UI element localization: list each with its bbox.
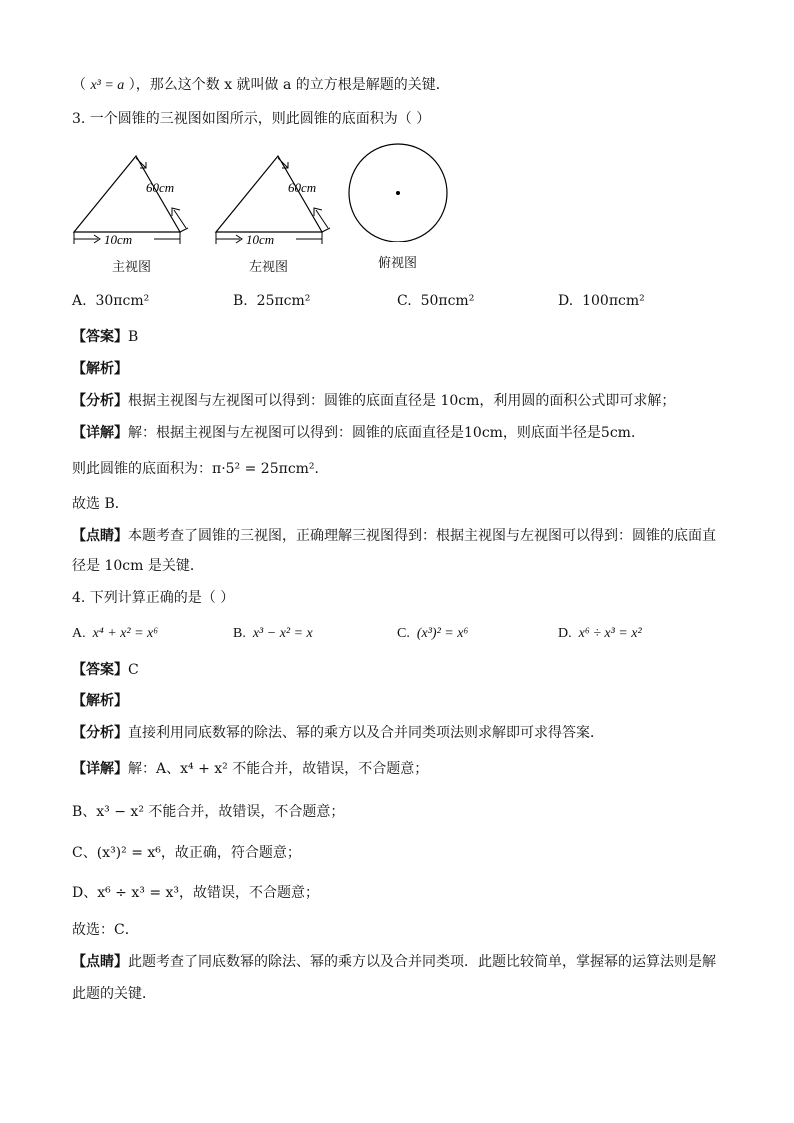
q4-xiangjie: 【详解】解：A、x⁴ + x² 不能合并，故错误，不合题意； bbox=[72, 761, 429, 777]
q3-option-d: D. 100πcm² bbox=[558, 293, 645, 309]
q4-answer: 【答案】C bbox=[72, 662, 139, 678]
q4-detail-b: B、x³ − x² 不能合并，故错误，不合题意； bbox=[72, 804, 345, 820]
q4-dianjing-cont: 此题的关键． bbox=[72, 986, 156, 1002]
slant-arrowhead-bottom bbox=[172, 208, 180, 216]
q4-analysis-heading: 【解析】 bbox=[72, 693, 128, 709]
q4-option-a: A. x⁴ + x² = x⁶ bbox=[72, 626, 159, 641]
q4-option-c: C. (x³)² = x⁶ bbox=[397, 626, 469, 641]
intro-formula: x³ = a bbox=[90, 78, 125, 93]
q4-detail-c: C、(x³)² = x⁶，故正确，符合题意； bbox=[72, 845, 301, 861]
q3-option-a: A. 30πcm² bbox=[72, 293, 150, 309]
left-view-diagram bbox=[210, 140, 340, 245]
top-view-caption: 俯视图 bbox=[378, 256, 418, 271]
q4-option-b: B. x³ − x² = x bbox=[233, 626, 313, 641]
q4-detail-d: D、x⁶ ÷ x³ = x³，故错误，不合题意； bbox=[72, 885, 320, 901]
left-base-label: 10cm bbox=[246, 232, 275, 245]
q3-stem: 3. 一个圆锥的三视图如图所示，则此圆锥的底面积为（ ） bbox=[72, 111, 431, 127]
q3-fenxi: 【分析】根据主视图与左视图可以得到：圆锥的底面直径是 10cm，利用圆的面积公式即可求解； bbox=[72, 393, 676, 409]
intro-text: ，那么这个数 x 就叫做 a 的立方根是解题的关键． bbox=[135, 77, 450, 93]
q3-option-b: B. 25πcm² bbox=[233, 293, 311, 309]
q3-option-c: C. 50πcm² bbox=[397, 293, 475, 309]
q3-xiangjie: 【详解】解：根据主视图与左视图可以得到：圆锥的底面直径是10cm，则底面半径是5cm． bbox=[72, 425, 645, 441]
top-view-center bbox=[396, 191, 400, 195]
q4-dianjing: 【点睛】此题考查了同底数幂的除法、幂的乘方以及合并同类项．此题比较简单，掌握幂的运算法则是解 bbox=[72, 954, 716, 970]
top-view-diagram bbox=[344, 142, 454, 242]
q3-calc: 则此圆锥的底面积为：π·5² = 25πcm²． bbox=[72, 461, 329, 477]
front-slant-label: 60cm bbox=[146, 180, 175, 195]
q4-stem: 4. 下列计算正确的是（ ） bbox=[72, 590, 235, 606]
q4-option-d: D. x⁶ ÷ x³ = x² bbox=[558, 626, 642, 641]
q3-dianjing: 【点睛】本题考查了圆锥的三视图，正确理解三视图得到：根据主视图与左视图可以得到：圆锥的底面直 bbox=[72, 528, 716, 544]
left-view-caption: 左视图 bbox=[249, 260, 289, 275]
q3-answer: 【答案】B bbox=[72, 329, 139, 345]
q4-choose: 故选：C． bbox=[72, 922, 139, 938]
intro-line: （ x³ = a ），那么这个数 x 就叫做 a 的立方根是解题的关键． bbox=[72, 77, 450, 93]
q3-dianjing-cont: 径是 10cm 是关键． bbox=[72, 558, 204, 574]
q4-fenxi: 【分析】直接利用同底数幂的除法、幂的乘方以及合并同类项法则求解即可求得答案． bbox=[72, 725, 604, 741]
left-slant-label: 60cm bbox=[288, 180, 317, 195]
slant-arrow-top bbox=[136, 158, 146, 168]
front-view-caption: 主视图 bbox=[112, 260, 152, 275]
q3-choose: 故选 B． bbox=[72, 496, 129, 512]
front-view-diagram bbox=[68, 140, 198, 245]
q3-analysis-heading: 【解析】 bbox=[72, 361, 128, 377]
front-base-label: 10cm bbox=[104, 232, 133, 245]
